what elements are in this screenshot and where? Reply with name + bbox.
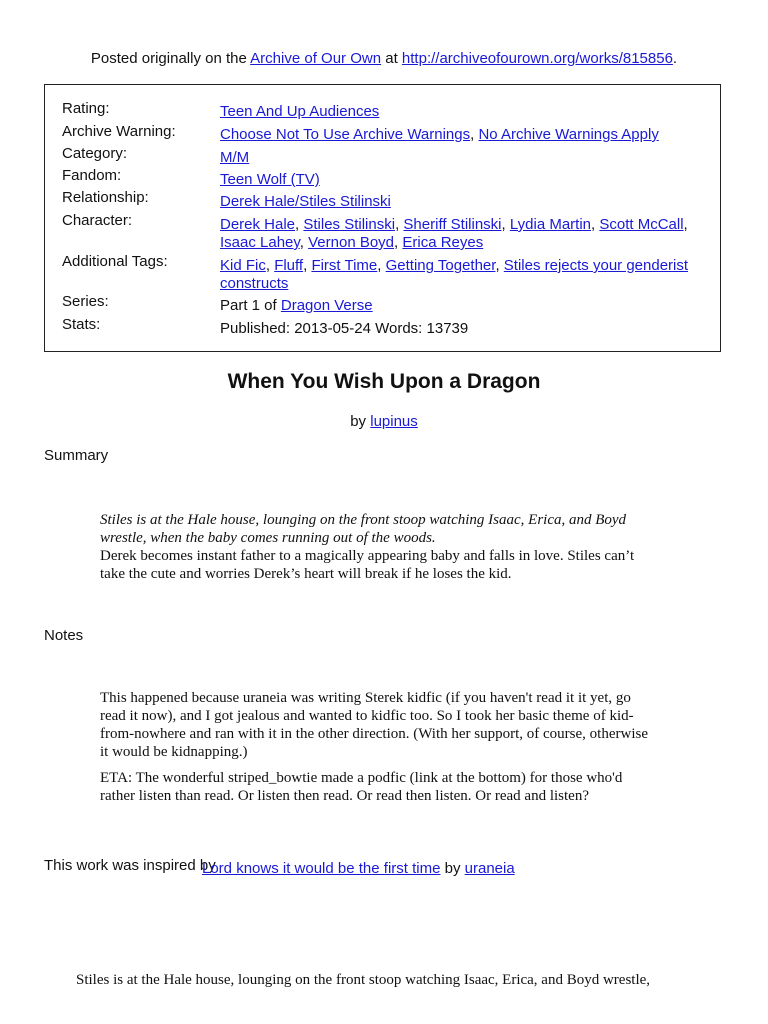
work-metadata-box: Rating: Teen And Up Audiences Archive Warning: Choose Not To Use Archive Warnings, No Archive Warnings Apply Category: M/M Fandom: Teen Wolf (TV) Relationship: Derek Hale/Stiles Stilinski Character: Derek Hale, Stiles Stilinski, Sheriff Stilinski, Lydia Martin, Scott McCall, Isaac Lahey, Vernon Boyd, Erica Reyes Additional Tags: Kid Fic, Fluff, First Time, Getting Together, Stiles rejects your genderist constructs Series: Part 1 of Dragon Verse Stats: Published: 2013-05-24 Words: 13739 bbox=[44, 84, 721, 352]
posted-middle: at bbox=[381, 50, 402, 67]
stats-label: Stats: bbox=[62, 316, 101, 333]
character-link[interactable]: Vernon Boyd bbox=[308, 234, 395, 251]
archive-of-our-own-link[interactable]: Archive of Our Own bbox=[250, 50, 382, 67]
inspiring-author-link[interactable]: uraneia bbox=[464, 860, 515, 877]
summary-heading: Summary bbox=[44, 447, 109, 464]
character-link[interactable]: Stiles Stilinski bbox=[303, 216, 396, 233]
character-link[interactable]: Scott McCall bbox=[599, 216, 684, 233]
inspiring-work-link[interactable]: Lord knows it would be the first time bbox=[202, 860, 441, 877]
series-prefix: Part 1 of bbox=[220, 297, 281, 314]
inspired-by-line bbox=[202, 860, 515, 877]
tag-link[interactable]: Stiles rejects your genderist constructs bbox=[220, 257, 689, 292]
category-link[interactable]: M/M bbox=[220, 149, 250, 166]
posted-suffix: . bbox=[672, 50, 678, 67]
summary-italic: Stiles is at the Hale house, lounging on the front stoop watching Isaac, Erica, and Boyd wrestle, when the baby comes running out of the woods. bbox=[100, 512, 627, 546]
tag-link[interactable]: Kid Fic bbox=[220, 257, 266, 274]
warning-label: Archive Warning: bbox=[62, 123, 176, 140]
relationship-label: Relationship: bbox=[62, 189, 149, 206]
inspired-by-word: by bbox=[440, 860, 465, 877]
posted-prefix: Posted originally on the bbox=[90, 50, 251, 67]
by-prefix: by bbox=[350, 413, 371, 430]
tag-link[interactable]: Fluff bbox=[274, 257, 304, 274]
character-link[interactable]: Derek Hale bbox=[220, 216, 296, 233]
chapter-body-text: Stiles is at the Hale house, lounging on the front stoop watching Isaac, Erica, and Boyd wrestle, bbox=[76, 972, 651, 988]
tags-label: Additional Tags: bbox=[62, 253, 168, 270]
rating-label: Rating: bbox=[62, 100, 110, 117]
work-url-link[interactable]: http://archiveofourown.org/works/815856 bbox=[401, 50, 673, 67]
category-label: Category: bbox=[62, 145, 128, 162]
warning-link[interactable]: No Archive Warnings Apply bbox=[478, 126, 659, 143]
notes-paragraph: This happened because uraneia was writing Sterek kidfic (if you haven't read it it yet, go read it now), and I got jealous and wanted to kidfic too. So I took her basic theme of kid-from-nowhere and ran with it in the other direction. (With her support, of course, otherwise it would be kidnapping.) bbox=[100, 690, 648, 760]
work-title: When You Wish Upon a Dragon bbox=[227, 370, 541, 393]
rating-link[interactable]: Teen And Up Audiences bbox=[220, 103, 380, 120]
warning-link[interactable]: Choose Not To Use Archive Warnings bbox=[220, 126, 471, 143]
summary-plain: Derek becomes instant father to a magically appearing baby and falls in love. Stiles can’t take the cute and worries Derek’s heart will break if he loses the kid. bbox=[100, 548, 635, 582]
character-link[interactable]: Sheriff Stilinski bbox=[403, 216, 502, 233]
tag-link[interactable]: Getting Together bbox=[385, 257, 496, 274]
character-link[interactable]: Lydia Martin bbox=[509, 216, 592, 233]
tag-link[interactable]: First Time bbox=[311, 257, 378, 274]
byline bbox=[0, 413, 768, 430]
character-label: Character: bbox=[62, 212, 133, 229]
stats-value: Published: 2013-05-24 Words: 13739 bbox=[220, 320, 469, 337]
notes-heading: Notes bbox=[44, 627, 84, 644]
character-link[interactable]: Isaac Lahey bbox=[220, 234, 300, 251]
summary-text bbox=[100, 511, 660, 583]
author-link[interactable]: lupinus bbox=[370, 413, 418, 430]
notes-paragraph: ETA: The wonderful striped_bowtie made a podfic (link at the bottom) for those who'd rather listen than read. Or listen then read. Or read then listen. Or read and listen? bbox=[100, 770, 623, 804]
fandom-label: Fandom: bbox=[62, 167, 122, 184]
relationship-link[interactable]: Derek Hale/Stiles Stilinski bbox=[220, 193, 391, 210]
posted-originally-line bbox=[0, 50, 768, 67]
character-link[interactable]: Erica Reyes bbox=[402, 234, 484, 251]
fandom-link[interactable]: Teen Wolf (TV) bbox=[220, 171, 320, 188]
notes-text bbox=[100, 689, 660, 813]
series-label: Series: bbox=[62, 293, 109, 310]
series-link[interactable]: Dragon Verse bbox=[280, 297, 373, 314]
inspired-by-label: This work was inspired by bbox=[44, 857, 216, 874]
